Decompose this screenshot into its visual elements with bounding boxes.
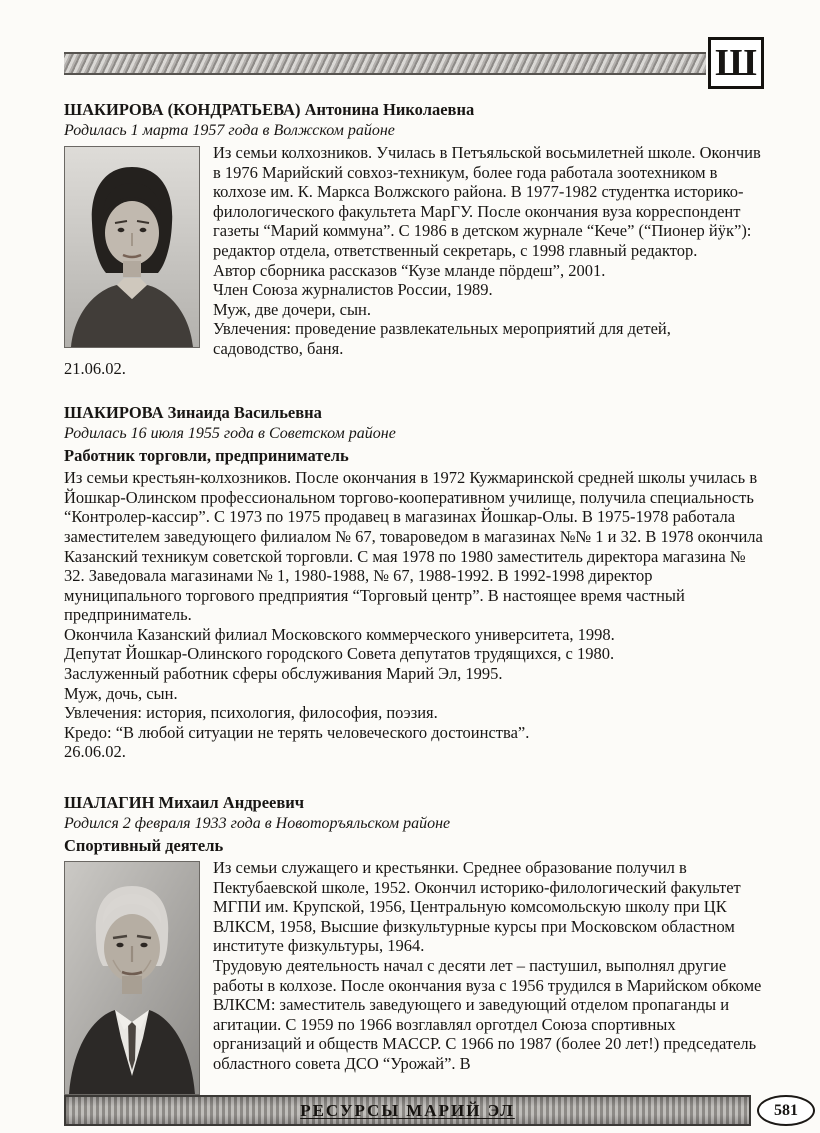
entry-body bbox=[64, 143, 764, 378]
bio-entry bbox=[64, 792, 764, 1074]
entry-body bbox=[64, 468, 764, 762]
bio-paragraph: Заслуженный работник сферы обслуживания Марий Эл, 1995. bbox=[64, 664, 503, 684]
bio-paragraph: Окончила Казанский филиал Московского коммерческого университета, 1998. bbox=[64, 624, 615, 644]
bio-paragraph: Муж, дочь, сын. bbox=[64, 683, 178, 703]
bio-entry bbox=[64, 99, 764, 378]
bio-paragraph: Член Союза журналистов России, 1989. bbox=[213, 280, 493, 300]
bio-paragraph: Увлечения: проведение развлекательных мероприятий для детей, садоводство, баня. bbox=[213, 319, 671, 358]
entry-name: ШАЛАГИН Михаил Андреевич bbox=[64, 793, 305, 813]
portrait-photo-man bbox=[64, 861, 200, 1095]
bio-paragraph: Автор сборника рассказов “Кузе мланде пöрдеш”, 2001. bbox=[213, 260, 606, 280]
entry-occupation: Работник торговли, предприниматель bbox=[64, 446, 349, 466]
bio-paragraph: 26.06.02. bbox=[64, 742, 126, 762]
bio-paragraph: Муж, две дочери, сын. bbox=[213, 299, 372, 319]
bio-paragraph: Из семьи крестьян-колхозников. После окончания в 1972 Кужмаринской средней школы училась в Йошкар-Олинском профессиональном торгово-кооперативном училище, получила специальность “Контролер-кассир”. С 1973 по 1975 продавец в магазинах Йошкар-Олы. В 1975-1978 работала заместителем заведующего филиалом № 67, товароведом в магазинах №№ 1 и 32. В 1978 окончила Казанский техникум советской торговли. С мая 1978 по 1980 заместитель директора магазина № 32. Заведовала магазинами № 1, 1980-1988, № 67, 1988-1992. В 1992-1998 директор муниципального торгового предприятия “Торговый центр”. В настоящее время частный предприниматель. bbox=[64, 468, 763, 625]
decorative-band bbox=[64, 52, 706, 75]
portrait-photo-woman bbox=[64, 146, 200, 348]
bio-paragraph: Увлечения: история, психология, философия, поэзия. bbox=[64, 703, 438, 723]
bio-paragraph: Из семьи колхозников. Училась в Петъяльской восьмилетней школе. Окончив в 1976 Марийский совхоз-техникум, более года работала зоотехником в колхозе им. К. Маркса Волжского района. В 1977-1982 студентка историко-филологического факультета МарГУ. После окончания вуза корреспондент газеты “Марий коммуна”. С 1986 в детском журнале “Кече” (“Пионер йÿк”): редактор отдела, ответственный секретарь, с 1998 главный редактор. bbox=[213, 143, 761, 260]
footer-title: РЕСУРСЫ МАРИЙ ЭЛ bbox=[300, 1100, 515, 1120]
bio-paragraph: Трудовую деятельность начал с десяти лет – пастушил, выполнял другие работы в колхозе. После окончания вуза с 1956 трудился в Марийском обкоме ВЛКСМ: заместитель заведующего и заведующий отделом пропаганды и агитации. С 1959 по 1966 возглавлял орготдел Союза спортивных организаций и обществ МАССР. С 1966 по 1987 (более 20 лет!) председатель областного совета ДСО “Урожай”. В bbox=[213, 956, 762, 1073]
section-letter: Ш bbox=[708, 37, 764, 89]
bio-paragraph: Из семьи служащего и крестьянки. Среднее образование получил в Пектубаевской школе, 1952. Окончил историко-филологический факультет МГПИ им. Крупской, 1956, Центральную комсомольскую школу при ЦК ВЛКСМ, 1958, Высшие физкультурные курсы при Московском областном институте физкультуры, 1964. bbox=[213, 858, 741, 956]
section-header bbox=[64, 40, 764, 86]
entry-body bbox=[64, 858, 764, 1074]
entry-born-line: Родилась 16 июля 1955 года в Советском районе bbox=[64, 425, 396, 443]
bio-paragraph: Кредо: “В любой ситуации не терять человеческого достоинства”. bbox=[64, 722, 530, 742]
page-number-badge: 581 bbox=[757, 1095, 815, 1126]
bio-entry bbox=[64, 402, 764, 762]
page-root bbox=[64, 0, 764, 1100]
entry-name: ШАКИРОВА Зинаида Васильевна bbox=[64, 403, 322, 423]
entry-occupation: Спортивный деятель bbox=[64, 836, 224, 856]
entry-born-line: Родился 2 февраля 1933 года в Новоторъяльском районе bbox=[64, 815, 451, 833]
entry-name: ШАКИРОВА (КОНДРАТЬЕВА) Антонина Николаевна bbox=[64, 100, 475, 119]
bio-paragraph: 21.06.02. bbox=[64, 358, 126, 378]
entry-born-line: Родилась 1 марта 1957 года в Волжском районе bbox=[64, 122, 395, 139]
bio-paragraph: Депутат Йошкар-Олинского городского Совета депутатов трудящихся, с 1980. bbox=[64, 644, 615, 664]
footer-band bbox=[64, 1095, 751, 1126]
page-footer bbox=[64, 1095, 815, 1126]
